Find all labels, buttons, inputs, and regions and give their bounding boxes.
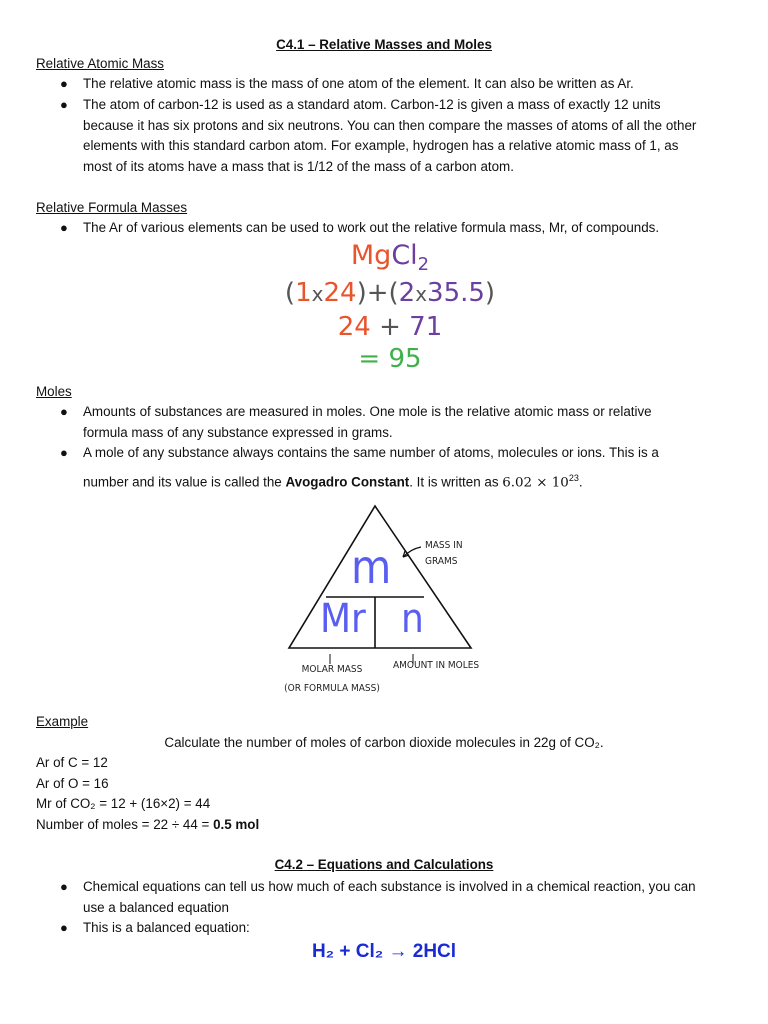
heading-example: Example (36, 714, 89, 729)
mgcl2-formula-image (280, 240, 500, 375)
ram-bullet-2-line-2: because it has six protons and six neutrons. You can then compare the masses of atoms of all the other (83, 117, 697, 133)
moles-triangle-diagram (285, 502, 485, 700)
times-sign: x (415, 282, 428, 306)
bullet-icon: ● (60, 879, 68, 894)
cl-symbol: Cl (391, 240, 418, 271)
mg-total: 24 (337, 312, 371, 342)
bullet-icon: ● (60, 220, 68, 235)
section-title-c41: C4.1 – Relative Masses and Moles (276, 37, 492, 52)
bullet-icon: ● (60, 445, 68, 460)
mg-mass: 24 (323, 278, 357, 308)
mgcl2-line-3 (280, 312, 500, 342)
eq-bullet-2: This is a balanced equation: (83, 920, 250, 935)
cl-count: 2 (398, 278, 416, 308)
label-mass-line-1: MASS IN (425, 540, 463, 551)
label-mass-in-grams (425, 538, 463, 570)
mgcl2-line-2 (280, 278, 500, 308)
example-answer: 0.5 mol (213, 817, 260, 832)
example-question: Calculate the number of moles of carbon dioxide molecules in 22g of CO₂. (164, 735, 604, 750)
mg-symbol: Mg (350, 240, 392, 271)
moles-bullet-2 (83, 443, 743, 494)
bullet-icon: ● (60, 920, 68, 935)
mgcl2-result: = 95 (358, 344, 422, 374)
moles-bullet-1 (83, 402, 743, 443)
plus-sign: + (379, 312, 401, 342)
example-line-4 (36, 817, 259, 832)
heading-relative-atomic-mass: Relative Atomic Mass (36, 56, 164, 71)
avogadro-exponent: 23 (568, 472, 579, 483)
cl-total: 71 (409, 312, 443, 342)
label-amount-in-moles: AMOUNT IN MOLES (393, 660, 480, 671)
avogadro-written: . It is written as (409, 474, 503, 490)
rfm-bullet-1: The Ar of various elements can be used to work out the relative formula mass, Mr, of compounds. (83, 220, 660, 235)
heading-moles: Moles (36, 384, 72, 399)
mgcl2-line-1 (280, 240, 500, 275)
balanced-equation: H₂ + Cl₂ → 2HCl (311, 941, 457, 962)
bullet-icon: ● (60, 76, 68, 91)
eq-bullet-1-line-2: use a balanced equation (83, 899, 229, 915)
times-sign: x (311, 282, 324, 306)
moles-bullet-2-line-1: A mole of any substance always contains the same number of atoms, molecules or ions. This is a (83, 445, 659, 460)
ram-bullet-2-line-3: elements with this standard carbon atom. For example, hydrogen has a relative atomic mass of 1, as (83, 138, 679, 154)
bullet-icon: ● (60, 404, 68, 419)
paren-mid: )+( (356, 278, 399, 308)
avogadro-term: Avogadro Constant (285, 474, 410, 490)
eq-bullet-1 (83, 877, 743, 918)
moles-bullet-2-line-2 (83, 468, 743, 494)
mg-count: 1 (295, 278, 312, 308)
paren-open: ( (284, 278, 296, 308)
label-molar-line-2: (OR FORMULA MASS) (284, 683, 380, 694)
ram-bullet-1: The relative atomic mass is the mass of one atom of the element. It can also be written as Ar. (83, 76, 634, 91)
example-line-1: Ar of C = 12 (36, 755, 108, 770)
avogadro-period: . (578, 474, 583, 490)
example-line-2: Ar of O = 16 (36, 776, 109, 791)
label-molar-mass (277, 660, 387, 698)
cl-mass: 35.5 (427, 278, 485, 308)
ram-bullet-2 (83, 95, 743, 177)
ram-bullet-2-line-4: most of its atoms have a mass that is 1/12 of the mass of a carbon atom. (83, 158, 514, 174)
paren-close: ) (484, 278, 496, 308)
bullet-icon: ● (60, 97, 68, 112)
example-line-4-text: Number of moles = 22 ÷ 44 = (36, 817, 214, 832)
eq-bullet-1-line-1: Chemical equations can tell us how much of each substance is involved in a chemical reaction, you can (83, 879, 696, 894)
example-line-3: Mr of CO₂ = 12 + (16×2) = 44 (36, 796, 211, 811)
label-mass-line-2: GRAMS (425, 556, 458, 567)
moles-bullet-1-line-1: Amounts of substances are measured in moles. One mole is the relative atomic mass or relative (83, 404, 652, 419)
triangle-mr: Mr (320, 596, 366, 642)
label-molar-line-1: MOLAR MASS (301, 664, 363, 675)
heading-relative-formula-masses: Relative Formula Masses (36, 200, 188, 215)
ram-bullet-2-line-1: The atom of carbon-12 is used as a standard atom. Carbon-12 is given a mass of exactly 12 units (83, 97, 661, 112)
section-title-c42: C4.2 – Equations and Calculations (274, 857, 494, 872)
avogadro-value: 6.02 × 10 (502, 475, 569, 491)
avogadro-intro: number and its value is called the (83, 474, 286, 490)
cl-subscript: 2 (417, 254, 430, 275)
moles-bullet-1-line-2: formula mass of any substance expressed in grams. (83, 424, 393, 440)
triangle-m: m (351, 540, 392, 594)
triangle-n: n (401, 596, 424, 642)
